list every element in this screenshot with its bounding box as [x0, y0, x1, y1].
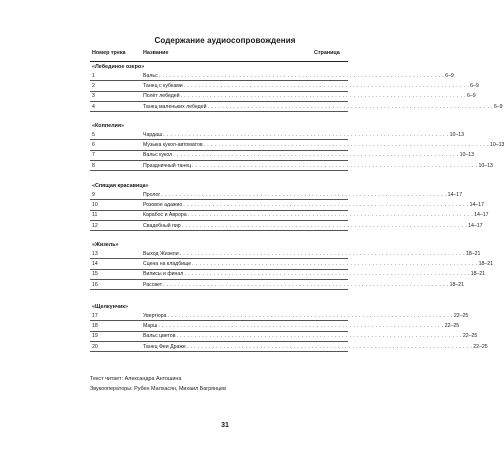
- track-number: 18: [92, 323, 98, 330]
- track-entry: [143, 192, 463, 198]
- track-title: Вальс: [143, 73, 158, 79]
- leader-dots: . . . . . . . . . . . . . . . . . . . . . . . . . . . . . . . . . . . . . . . . . . . . . . . . . . . . . . . . . . . . . . . . . . . . . . . . . . . . . .: [184, 271, 470, 278]
- track-row: [90, 151, 475, 160]
- track-title: Карабос и Аврора: [143, 212, 187, 219]
- row-divider: [90, 170, 348, 171]
- track-number: 10: [92, 202, 98, 209]
- track-page: 10–13: [478, 162, 493, 169]
- track-title: Увертюра: [143, 313, 167, 319]
- header-title: Название: [143, 50, 169, 56]
- track-page: 14–17: [447, 192, 463, 198]
- track-entry: [143, 152, 475, 159]
- track-row: [90, 222, 483, 231]
- row-divider: [90, 279, 348, 280]
- track-page: 18–21: [470, 271, 486, 278]
- track-entry: [143, 73, 454, 79]
- track-entry: [143, 323, 460, 330]
- header-rule: [90, 61, 348, 62]
- track-title: Танец маленьких лебедей: [143, 103, 207, 110]
- track-row: [90, 332, 478, 341]
- track-number: 1: [92, 73, 95, 79]
- track-title: Свадебный пир: [143, 222, 181, 229]
- row-divider: [90, 101, 348, 102]
- track-row: [90, 162, 493, 171]
- track-title: Пролог: [143, 192, 161, 198]
- track-page: 6–9: [466, 93, 476, 100]
- track-title: Танец Феи Драже: [143, 343, 186, 350]
- track-number: 14: [92, 261, 98, 268]
- track-entry: [143, 271, 486, 278]
- track-row: [90, 103, 503, 112]
- track-row: [90, 343, 488, 352]
- track-number: 7: [92, 152, 95, 159]
- leader-dots: . . . . . . . . . . . . . . . . . . . . . . . . . . . . . . . . . . . . . . . . . . . . . . . . . . . . . . . . . . . . . . . . . . . . . . . . . . . . . .: [192, 162, 478, 169]
- track-page: 14–17: [469, 202, 485, 209]
- track-row: [90, 82, 479, 91]
- track-number: 16: [92, 281, 98, 288]
- row-divider: [90, 341, 348, 342]
- header-page: Страница: [314, 50, 340, 56]
- track-title: Чардаш: [143, 132, 163, 138]
- row-divider: [90, 111, 348, 112]
- header-track-number: Номер трека: [92, 50, 126, 56]
- row-divider: [90, 230, 348, 231]
- track-number: 4: [92, 103, 95, 110]
- page-title: Содержание аудиосопровождения: [154, 36, 296, 45]
- track-title: Музыка кукол-автоматов: [143, 142, 203, 149]
- track-title: Марш: [143, 323, 158, 330]
- track-number: 17: [92, 313, 98, 319]
- track-row: [90, 270, 486, 279]
- track-title: Вальс кукол: [143, 152, 173, 159]
- track-entry: [143, 251, 481, 257]
- row-divider: [90, 320, 348, 321]
- track-page: 14–17: [468, 222, 483, 229]
- track-title: Розовое адажио: [143, 202, 183, 209]
- track-number: 11: [92, 212, 98, 219]
- leader-dots: . . . . . . . . . . . . . . . . . . . . . . . . . . . . . . . . . . . . . . . . . . . . . . . . . . . . . . . . . . . . . . . . . . . . . . . . . . . . . .: [180, 93, 466, 100]
- row-divider: [90, 80, 348, 81]
- track-number: 15: [92, 271, 98, 278]
- row-divider: [90, 139, 348, 140]
- leader-dots: . . . . . . . . . . . . . . . . . . . . . . . . . . . . . . . . . . . . . . . . . . . . . . . . . . . . . . . . . . . . . . . . . . . . . . . . . . . . . .: [207, 103, 493, 110]
- page-number: 31: [221, 422, 229, 429]
- track-number: 9: [92, 192, 95, 198]
- track-number: 6: [92, 142, 95, 149]
- leader-dots: . . . . . . . . . . . . . . . . . . . . . . . . . . . . . . . . . . . . . . . . . . . . . . . . . . . . . . . . . . . . . . . . . . . . . . . . . . . . . .: [163, 281, 449, 288]
- row-divider: [90, 331, 348, 332]
- section-heading: «Щелкунчик»: [92, 304, 129, 310]
- track-page: 10–13: [449, 132, 465, 138]
- track-page: 6–9: [493, 103, 503, 110]
- track-title: Рассвет: [143, 281, 163, 288]
- track-page: 18–21: [449, 281, 464, 288]
- track-title: Вальс цветов: [143, 333, 176, 340]
- row-divider: [90, 269, 348, 270]
- track-row: [90, 131, 465, 140]
- track-title: Выход Жизели: [143, 251, 179, 257]
- leader-dots: . . . . . . . . . . . . . . . . . . . . . . . . . . . . . . . . . . . . . . . . . . . . . . . . . . . . . . . . . . . . . . . . . . . . . . . . . . . . . .: [183, 83, 470, 90]
- track-row: [90, 250, 481, 259]
- track-number: 12: [92, 222, 98, 229]
- track-entry: [143, 142, 504, 149]
- track-number: 5: [92, 132, 95, 138]
- track-page: 10–13: [459, 152, 475, 159]
- track-page: 22–25: [453, 313, 469, 319]
- track-row: [90, 281, 464, 290]
- leader-dots: . . . . . . . . . . . . . . . . . . . . . . . . . . . . . . . . . . . . . . . . . . . . . . . . . . . . . . . . . . . . . . . . . . . . . . . . . . . . . .: [181, 222, 468, 229]
- track-title: Вилисы и финал: [143, 271, 184, 278]
- leader-dots: . . . . . . . . . . . . . . . . . . . . . . . . . . . . . . . . . . . . . . . . . . . . . . . . . . . . . . . . . . . . . . . . . . . . . . . . . . . . . .: [179, 251, 466, 257]
- row-divider: [90, 210, 348, 211]
- track-row: [90, 191, 463, 200]
- track-entry: [143, 212, 489, 219]
- track-page: 6–9: [445, 73, 454, 79]
- leader-dots: . . . . . . . . . . . . . . . . . . . . . . . . . . . . . . . . . . . . . . . . . . . . . . . . . . . . . . . . . . . . . . . . . . . . . . . . . . . . . .: [167, 313, 453, 319]
- leader-dots: . . . . . . . . . . . . . . . . . . . . . . . . . . . . . . . . . . . . . . . . . . . . . . . . . . . . . . . . . . . . . . . . . . . . . . . . . . . . . .: [192, 261, 478, 268]
- section-heading: «Жизель»: [92, 242, 119, 248]
- section-heading: «Лебединое озеро»: [92, 64, 145, 70]
- track-number: 13: [92, 251, 98, 257]
- leader-dots: . . . . . . . . . . . . . . . . . . . . . . . . . . . . . . . . . . . . . . . . . . . . . . . . . . . . . . . . . . . . . . . . . . . . . . . . . . . . . .: [186, 343, 473, 350]
- track-page: 18–21: [478, 261, 494, 268]
- section-heading: «Спящая красавица»: [92, 183, 149, 189]
- row-divider: [90, 220, 348, 221]
- track-number: 20: [92, 343, 98, 350]
- leader-dots: . . . . . . . . . . . . . . . . . . . . . . . . . . . . . . . . . . . . . . . . . . . . . . . . . . . . . . . . . . . . . . . . . . . . . . . . . . . . . .: [176, 333, 462, 340]
- leader-dots: . . . . . . . . . . . . . . . . . . . . . . . . . . . . . . . . . . . . . . . . . . . . . . . . . . . . . . . . . . . . . . . . . . . . . . . . . . . . . .: [163, 132, 449, 138]
- track-entry: [143, 103, 503, 110]
- track-title: Полёт лебедей: [143, 93, 180, 100]
- track-page: 22–25: [444, 323, 460, 330]
- track-row: [90, 92, 476, 101]
- track-row: [90, 312, 469, 321]
- track-entry: [143, 261, 494, 268]
- leader-dots: . . . . . . . . . . . . . . . . . . . . . . . . . . . . . . . . . . . . . . . . . . . . . . . . . . . . . . . . . . . . . . . . . . . . . . . . . . . . . .: [173, 152, 459, 159]
- track-number: 2: [92, 83, 95, 90]
- track-row: [90, 260, 494, 269]
- leader-dots: . . . . . . . . . . . . . . . . . . . . . . . . . . . . . . . . . . . . . . . . . . . . . . . . . . . . . . . . . . . . . . . . . . . . . . . . . . . . . .: [203, 142, 489, 149]
- row-divider: [90, 351, 348, 352]
- footer-reader: Текст читает: Александра Антошина: [90, 376, 182, 382]
- track-page: 22–25: [462, 333, 478, 340]
- track-entry: [143, 343, 488, 350]
- leader-dots: . . . . . . . . . . . . . . . . . . . . . . . . . . . . . . . . . . . . . . . . . . . . . . . . . . . . . . . . . . . . . . . . . . . . . . . . . . . . . .: [183, 202, 469, 209]
- row-divider: [90, 289, 348, 290]
- row-divider: [90, 91, 348, 92]
- track-page: 14–17: [474, 212, 489, 219]
- track-row: [90, 72, 454, 81]
- track-title: Танец с кубками: [143, 83, 183, 90]
- row-divider: [90, 150, 348, 151]
- section-heading: «Коппелия»: [92, 123, 124, 129]
- track-entry: [143, 162, 493, 169]
- row-divider: [90, 199, 348, 200]
- track-entry: [143, 132, 465, 138]
- track-row: [90, 322, 460, 331]
- track-entry: [143, 93, 476, 100]
- track-entry: [143, 202, 485, 209]
- track-row: [90, 201, 485, 210]
- track-entry: [143, 313, 469, 319]
- track-entry: [143, 83, 479, 90]
- track-entry: [143, 222, 483, 229]
- track-entry: [143, 281, 464, 288]
- track-number: 8: [92, 162, 95, 169]
- track-page: 10–13: [490, 142, 504, 149]
- track-title: Сцена на кладбище: [143, 261, 192, 268]
- track-page: 18–21: [466, 251, 481, 257]
- track-row: [90, 141, 504, 150]
- track-page: 6–9: [470, 83, 479, 90]
- track-entry: [143, 333, 478, 340]
- row-divider: [90, 258, 348, 259]
- row-divider: [90, 160, 348, 161]
- track-number: 3: [92, 93, 95, 100]
- leader-dots: . . . . . . . . . . . . . . . . . . . . . . . . . . . . . . . . . . . . . . . . . . . . . . . . . . . . . . . . . . . . . . . . . . . . . . . . . . . . . .: [158, 323, 444, 330]
- leader-dots: . . . . . . . . . . . . . . . . . . . . . . . . . . . . . . . . . . . . . . . . . . . . . . . . . . . . . . . . . . . . . . . . . . . . . . . . . . . . . .: [161, 192, 447, 198]
- track-title: Праздничный танец: [143, 162, 192, 169]
- footer-engineers: Звукооператоры: Рубен Малхасян, Михаил Багрянцев: [90, 386, 226, 392]
- leader-dots: . . . . . . . . . . . . . . . . . . . . . . . . . . . . . . . . . . . . . . . . . . . . . . . . . . . . . . . . . . . . . . . . . . . . . . . . . . . . . .: [158, 73, 445, 79]
- track-page: 22–25: [473, 343, 488, 350]
- track-row: [90, 211, 489, 220]
- track-number: 19: [92, 333, 98, 340]
- leader-dots: . . . . . . . . . . . . . . . . . . . . . . . . . . . . . . . . . . . . . . . . . . . . . . . . . . . . . . . . . . . . . . . . . . . . . . . . . . . . . .: [187, 212, 474, 219]
